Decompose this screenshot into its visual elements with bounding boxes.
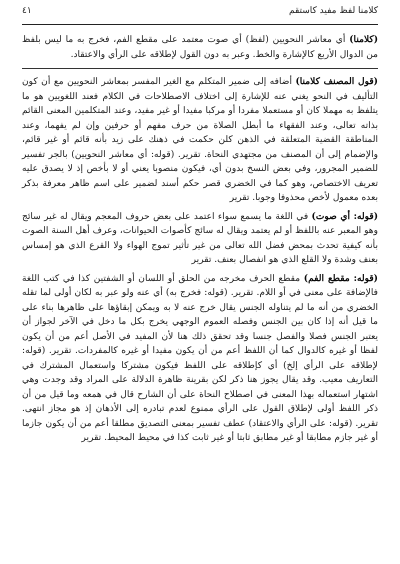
running-title: كلامنا لفظ مفيد كاستقم — [289, 6, 378, 16]
term-lead: (كلامنا) — [349, 34, 378, 45]
commentary-paragraph — [22, 75, 378, 206]
commentary-separator — [22, 68, 378, 69]
main-text-paragraph — [22, 33, 378, 62]
paragraph-body: مقطع الحرف مخرجه من الحلق أو اللسان أو الشفتين كذا في كتب اللغة فالإضافة على معنى في أو اللام. تقرير. (قوله: فخرج به) أي عنه ولو عبر به لكان أولى لما تقله الخضري من أنه ما لم يتناوله الجنس يقال خرج عنه لا به ويمكن إبقاؤها على ظاهرها بناء على ما قيل أنه إذا كان بين الجنس وفصله العموم الوجهي يخرج بكل ما دخل في الآخر لجواز أن يعتبر الجنس فصلا والفصل جنسا وقد تحقق ذلك هنا لأن المفيد في الأصل أعم من أن يكون لفظا أو غيره كالدوال كما أن اللفظ أعم من أن يكون مفيدا أو غيره كالمفردات. تقرير. (قوله: لإطلاقه على الرأي إلخ) أي كإطلاقه على اللفظ فيكون مشتركا واستعمال المشترك في التعاريف معيب. وقد يقال يجوز هنا ذكر لكن بقرينة ظاهرة الدلالة على المراد وقد وجدت وهي اشتهار استعماله بهذا المعنى في اصطلاح النحاة على أن الشارح قال في همعه وما قيل من أن ذكر اللفظ أولى لإطلاق القول على الرأي ممنوع لعدم تبادره إلى الأذهان إذ هو مجاز انتهى. تقرير. (قوله: على الرأي والاعتقاد) عطف تفسير بمعنى التصديق مطلقا أعم من أن يكون جازما أو غير جازم مطابقا أو غير مطابق ثابتا أو غير ثابت كذا في محيط المحيط. تقرير — [22, 273, 378, 443]
page-header — [22, 4, 378, 18]
commentary-paragraph — [22, 210, 378, 268]
paragraph-body: في اللغة ما يسمع سواء اعتمد على بعض حروف المعجم ويقال له غير سائج وهو المعبر عنه باللفظ أو لم يعتمد ويقال له سائج كأصوات الحيوانات، وعرف أهل السنة الصوت بأنه كيفية تحدث بمحض فضل الله تعالى من غير تأثير تموج الهواء ولا القرع الذي هو إمساس بعنف وشدة ولا القلع الذي هو انفصال بعنف. تقرير — [22, 211, 378, 265]
paragraph-body: أضافه إلى ضمير المتكلم مع الغير المفسر بمعاشر النحويين مع أن كون التأليف في النحو يغني عنه للإشارة إلى اختلاف الاصطلاحات في الكلام فعند اللغويين هو ما يتلفظ به مهملا كان أو مستعملا مفردا أو مركبا مفيدا أو غير مفيد، وعند المتكلمين المعنى القائم بذاته تعالى، وعند الفقهاء ما أبطل الصلاة من حرف مفهم أو حرفين وإن لم يفهما، وعند المناطقة القضية المتعلقة في الذهن كلن حكمت في ذهنك على زيد بأنه قائم أو غير قائم، والإضمام إلى أن المصنف من مجتهدي النحاة. تقرير. (قوله: أي معاشر النحويين) بالجر تفسير للضمير المجرور، وفي بعض النسخ بدون أي، فيكون منصوبا يعني أو لا بأخص إذ لا يصدق عليه تعريف الاختصاص، وهو كما في الخضري قصر حكم أسند لضمير على اسم ظاهر معرفة بذكر بعده معمول لأخص محذوفا وجوبا. تقرير — [22, 77, 378, 203]
term-lead: (قول المصنف كلامنا) — [295, 76, 378, 87]
term-lead: (قوله: مقطع الفم) — [303, 272, 378, 284]
term-lead: (قوله: أي صوت) — [311, 210, 378, 222]
commentary-paragraph — [22, 272, 378, 446]
header-rule — [22, 24, 378, 25]
paragraph-body: أي معاشر النحويين (لفظ) أي صوت معتمد على مقطع الفم، فخرج به ما ليس بلفظ من الدوال الأربع كالإشارة والخط. وعبر به دون القول لإطلاقه على الرأي والاعتقاد. — [22, 35, 378, 60]
page-number: ٤١ — [22, 6, 32, 16]
